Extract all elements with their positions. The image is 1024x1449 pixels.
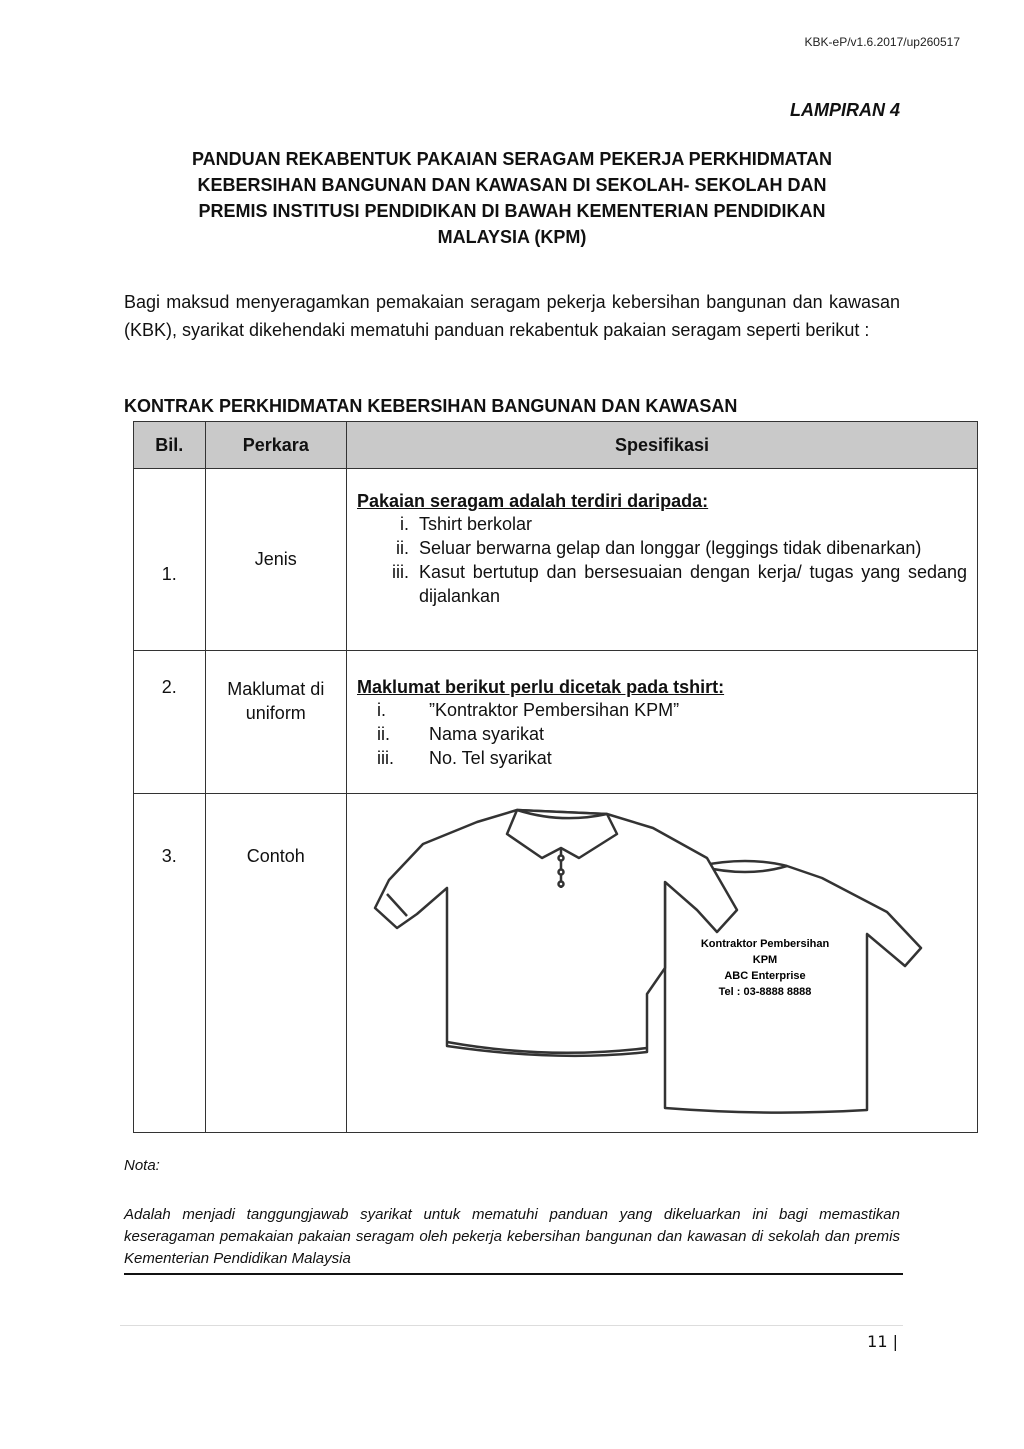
spec-heading: Maklumat berikut perlu dicetak pada tshirt: [357,677,725,697]
shirt-print-line: Tel : 03-8888 8888 [718,986,812,998]
shirt-print-line: Kontraktor Pembersihan [700,938,830,950]
title-line: MALAYSIA (KPM) [437,227,587,247]
table-row [134,794,978,1133]
page-number: 11 | [867,1332,898,1351]
row-specification [347,651,978,794]
note-label: Nota: [124,1157,160,1174]
list-item: i. ”Kontraktor Pembersihan KPM” [377,700,680,720]
intro-paragraph: Bagi maksud menyeragamkan pemakaian seragam pekerja kebersihan bangunan dan kawasan (KBK), syarikat dikehendaki mematuhi panduan rekabentuk pakaian seragam seperti berikut : [124,292,900,340]
list-item: iii. No. Tel syarikat [377,748,552,768]
title-line: PANDUAN REKABENTUK PAKAIAN SERAGAM PEKERJA PERKHIDMATAN [191,149,833,169]
list-item: iii. Kasut bertutup dan bersesuaian dengan kerja/ tugas yang sedang dijalankan [392,562,967,606]
document-title [124,146,900,250]
shirt-print-line: KPM [752,954,778,966]
header-bil: Bil. [134,422,206,469]
table-row [134,469,978,651]
list-item: ii. Nama syarikat [377,724,545,744]
row-example [347,794,978,1133]
title-line: KEBERSIHAN BANGUNAN DAN KAWASAN DI SEKOLAH- SEKOLAH DAN [197,175,827,195]
tshirt-illustration [347,798,977,1128]
row-item: Maklumat di uniform [205,651,346,794]
spec-heading: Pakaian seragam adalah terdiri daripada: [357,491,709,511]
section-title: KONTRAK PERKHIDMATAN KEBERSIHAN BANGUNAN DAN KAWASAN [124,396,738,416]
row-item: Jenis [205,469,346,651]
footer-divider [120,1325,903,1326]
specification-table [133,421,978,1133]
document-reference: KBK-eP/v1.6.2017/up260517 [804,35,960,49]
header-spesifikasi: Spesifikasi [347,422,978,469]
list-item: i. Tshirt berkolar [400,514,533,534]
note-text: Adalah menjadi tanggungjawab syarikat untuk mematuhi panduan yang dikeluarkan ini bagi memastikan keseragaman pemakaian pakaian seragam oleh pekerja kebersihan bangunan dan kawasan di sekolah dan premis Kementerian Pendidikan Malaysia [124,1206,900,1267]
row-number: 2. [134,651,206,794]
list-item: ii. Seluar berwarna gelap dan longgar (leggings tidak dibenarkan) [396,538,922,558]
divider [124,1273,903,1275]
title-line: PREMIS INSTITUSI PENDIDIKAN DI BAWAH KEMENTERIAN PENDIDIKAN [198,201,826,221]
shirt-print-line: ABC Enterprise [724,970,806,982]
table-row [134,651,978,794]
row-number: 1. [134,469,206,651]
appendix-label: LAMPIRAN 4 [789,100,900,120]
header-perkara: Perkara [205,422,346,469]
table-header-row [134,422,978,469]
row-number: 3. [134,794,206,1133]
row-specification [347,469,978,651]
row-item: Contoh [205,794,346,1133]
